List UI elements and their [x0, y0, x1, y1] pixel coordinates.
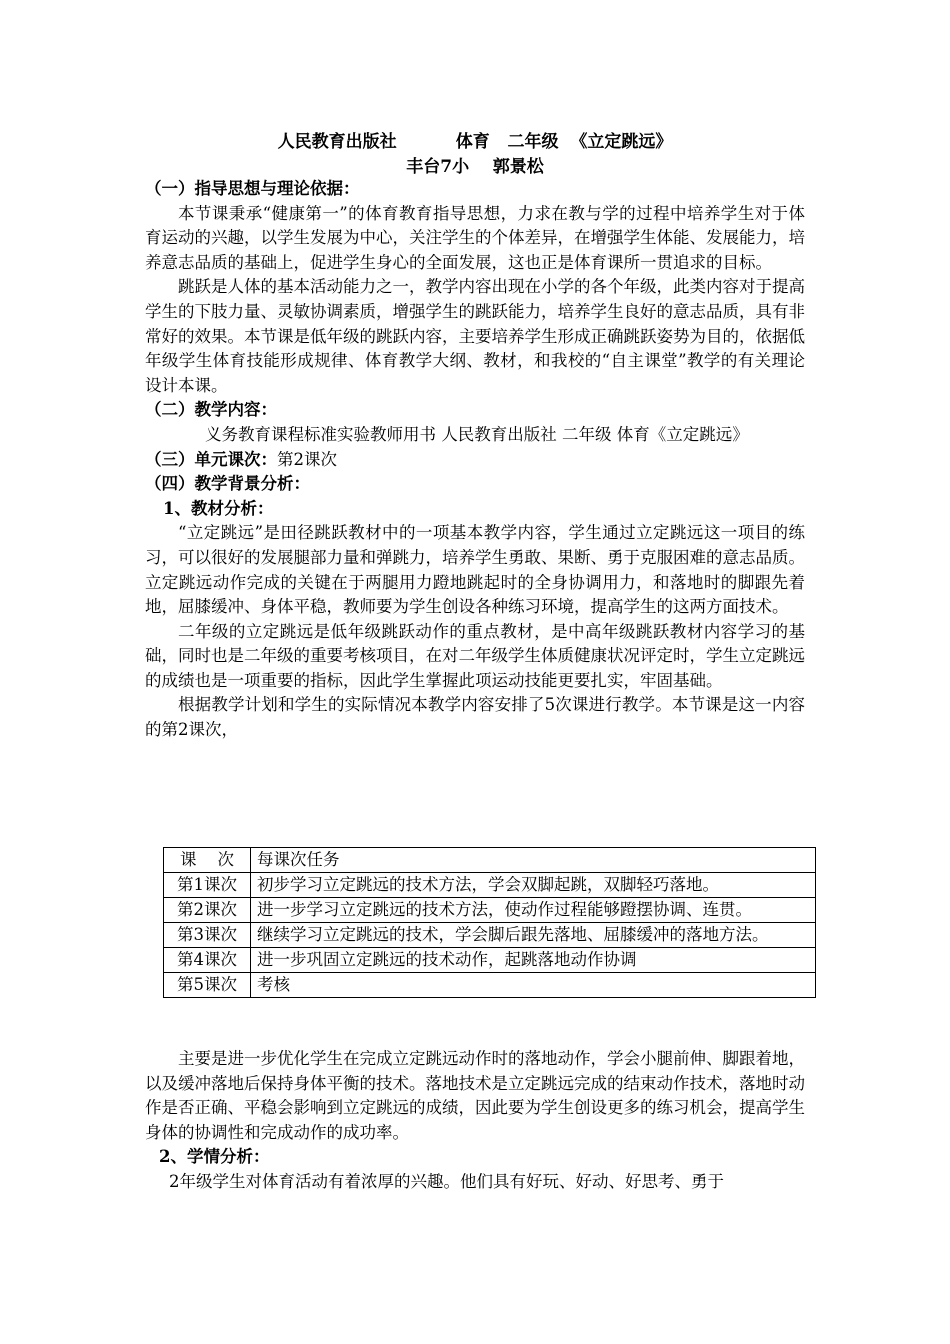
- table-cell-task: 初步学习立定跳远的技术方法，学会双脚起跳，双脚轻巧落地。: [251, 873, 816, 898]
- section-3-heading: [145, 448, 805, 473]
- table-row: [164, 873, 816, 898]
- table-cell-task: 进一步巩固立定跳远的技术动作，起跳落地动作协调: [251, 948, 816, 973]
- author-line: 丰台7小 郭景松: [406, 157, 544, 177]
- section-4-paragraph-1: “立定跳远”是田径跳跃教材中的一项基本教学内容，学生通过立定跳远这一项目的练习，可以很好的发展腿部力量和弹跳力，培养学生勇敢、果断、勇于克服困难的意志品质。立定跳远动作完成的关键在于两腿用力蹬地跳起时的全身协调用力，和落地时的脚跟先着地，屈膝缓冲、身体平稳，教师要为学生创设各种练习环境，提高学生的这两方面技术。: [145, 523, 805, 617]
- lesson-task-table: [163, 847, 816, 998]
- table-row: [164, 923, 816, 948]
- table-row: [164, 898, 816, 923]
- section-3-label: （三）单元课次：: [145, 449, 277, 469]
- section-4-continued: [145, 1047, 805, 1195]
- section-4-sub-1: 1、教材分析：: [163, 498, 274, 518]
- table-cell-task: 考核: [251, 973, 816, 998]
- section-1-paragraph-2: 跳跃是人体的基本活动能力之一，教学内容出现在小学的各个年级，此类内容对于提高学生的下肢力量、灵敏协调素质，增强学生的跳跃能力，培养学生良好的意志品质，具有非常好的效果。本节课是低年级的跳跃内容，主要培养学生形成正确跳跃姿势为目的，依据低年级学生体育技能形成规律、体育教学大纲、教材，和我校的“自主课堂”教学的有关理论设计本课。: [145, 277, 805, 395]
- section-1-paragraph-1: 本节课秉承“健康第一”的体育教育指导思想，力求在教与学的过程中培养学生对于体育运动的兴趣，以学生发展为中心，关注学生的个体差异，在增强学生体能、发展能力，培养意志品质的基础上，促进学生身心的全面发展，这也正是体育课所一贯追求的目标。: [145, 203, 805, 272]
- section-2-heading: （二）教学内容：: [145, 400, 277, 420]
- section-4-heading: （四）教学背景分析：: [145, 474, 310, 494]
- table-header-row: [164, 848, 816, 873]
- section-2-paragraph: 义务教育课程标准实验教师用书 人民教育出版社 二年级 体育《立定跳远》: [205, 424, 749, 444]
- section-4-sub-2: 2、学情分析：: [159, 1147, 270, 1167]
- section-3-value: 第2课次: [277, 449, 337, 469]
- table-header-lesson: 课 次: [164, 848, 251, 873]
- table-cell-lesson: 第5课次: [164, 973, 251, 998]
- table-cell-lesson: 第3课次: [164, 923, 251, 948]
- section-1-heading: （一）指导思想与理论依据：: [145, 179, 360, 198]
- table-row: [164, 948, 816, 973]
- document-title: 人民教育出版社 体育 二年级 《立定跳远》: [277, 132, 673, 152]
- section-4-paragraph-5: 2年级学生对体育活动有着浓厚的兴趣。他们具有好玩、好动、好思考、勇于: [169, 1171, 724, 1191]
- table-header-task: 每课次任务: [251, 848, 816, 873]
- section-4-paragraph-4: 主要是进一步优化学生在完成立定跳远动作时的落地动作，学会小腿前伸、脚跟着地，以及缓冲落地后保持身体平衡的技术。落地技术是立定跳远完成的结束动作技术，落地时动作是否正确、平稳会影响到立定跳远的成绩，因此要为学生创设更多的练习机会，提高学生身体的协调性和完成动作的成功率。: [145, 1049, 805, 1142]
- table-cell-lesson: 第1课次: [164, 873, 251, 898]
- table-row: [164, 973, 816, 998]
- table-cell-task: 继续学习立定跳远的技术，学会脚后跟先落地、屈膝缓冲的落地方法。: [251, 923, 816, 948]
- table-cell-lesson: 第4课次: [164, 948, 251, 973]
- section-4-paragraph-2: 二年级的立定跳远是低年级跳跃动作的重点教材，是中高年级跳跃教材内容学习的基础，同时也是二年级的重要考核项目，在对二年级学生体质健康状况评定时，学生立定跳远的成绩也是一项重要的指标，因此学生掌握此项运动技能更要扎实，牢固基础。: [145, 621, 805, 690]
- section-4-paragraph-3: 根据教学计划和学生的实际情况本教学内容安排了5次课进行教学。本节课是这一内容的第2课次，: [145, 695, 805, 740]
- section-1: [145, 177, 805, 743]
- table-cell-lesson: 第2课次: [164, 898, 251, 923]
- table-cell-task: 进一步学习立定跳远的技术方法，使动作过程能够蹬摆协调、连贯。: [251, 898, 816, 923]
